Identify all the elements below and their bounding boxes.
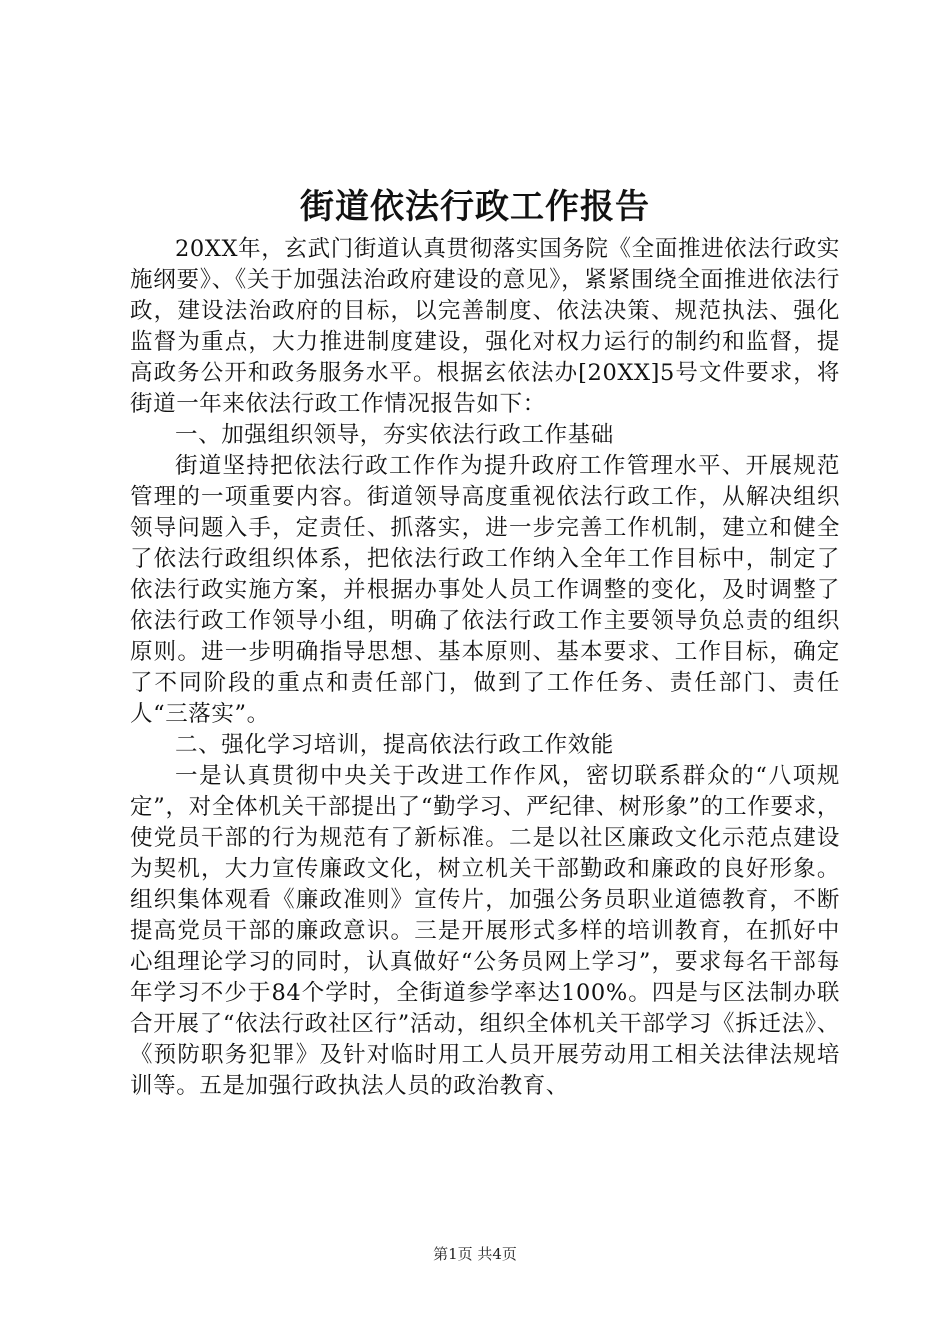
document-body [130, 234, 840, 1102]
intro-paragraph: 20XX年，玄武门街道认真贯彻落实国务院《全面推进依法行政实施纲要》、《关于加强法治政府建设的意见》，紧紧围绕全面推进依法行政，建设法治政府的目标，以完善制度、依法决策、规范执法、强化监督为重点，大力推进制度建设，强化对权力运行的制约和监督，提高政务公开和政务服务水平。根据玄依法办[20XX]5号文件要求，将街道一年来依法行政工作情况报告如下： [130, 236, 840, 417]
section-2-paragraph: 一是认真贯彻中央关于改进工作作风，密切联系群众的“八项规定”，对全体机关干部提出了“勤学习、严纪律、树形象”的工作要求，使党员干部的行为规范有了新标准。二是以社区廉政文化示范点建设为契机，大力宣传廉政文化，树立机关干部勤政和廉政的良好形象。组织集体观看《廉政准则》宣传片，加强公务员职业道德教育，不断提高党员干部的廉政意识。三是开展形式多样的培训教育，在抓好中心组理论学习的同时，认真做好“公务员网上学习”，要求每名干部每年学习不少于84个学时，全街道参学率达100%。四是与区法制办联合开展了“依法行政社区行”活动，组织全体机关干部学习《拆迁法》、《预防职务犯罪》及针对临时用工人员开展劳动用工相关法律法规培训等。五是加强行政执法人员的政治教育、 [130, 763, 840, 1099]
page-number-footer: 第1页 共4页 [433, 1245, 517, 1263]
section-1-paragraph: 街道坚持把依法行政工作作为提升政府工作管理水平、开展规范管理的一项重要内容。街道领导高度重视依法行政工作，从解决组织领导问题入手，定责任、抓落实，进一步完善工作机制，建立和健全了依法行政组织体系，把依法行政工作纳入全年工作目标中，制定了依法行政实施方案，并根据办事处人员工作调整的变化，及时调整了依法行政工作领导小组，明确了依法行政工作主要领导负总责的组织原则。进一步明确指导思想、基本原则、基本要求、工作目标，确定了不同阶段的重点和责任部门，做到了工作任务、责任部门、责任人“三落实”。 [130, 453, 840, 727]
section-heading-1: 一、加强组织领导，夯实依法行政工作基础 [175, 422, 614, 448]
section-heading-2: 二、强化学习培训，提高依法行政工作效能 [175, 732, 614, 758]
document-title: 街道依法行政工作报告 [300, 187, 650, 227]
